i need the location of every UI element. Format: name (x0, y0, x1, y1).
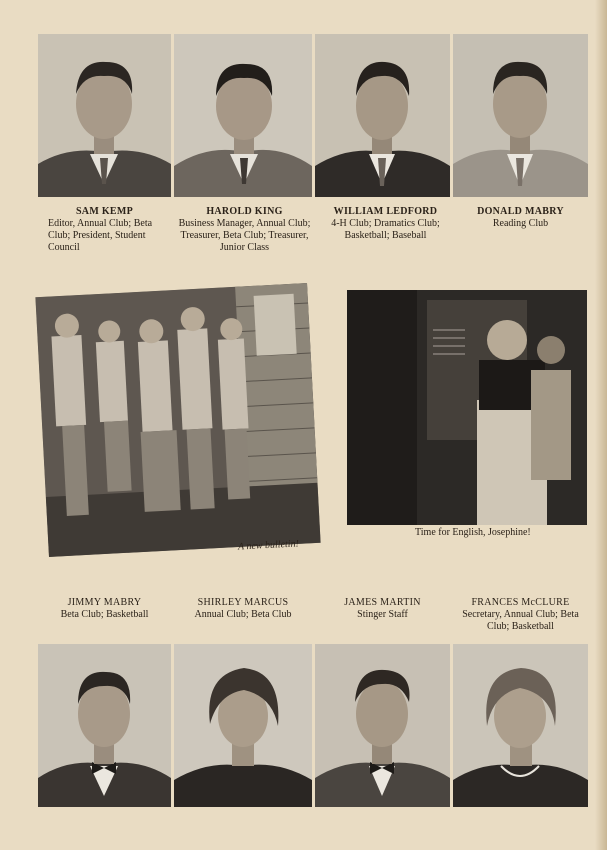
portrait-image (38, 34, 171, 197)
student-activities: Editor, Annual Club; Beta Club; President, Student Council (48, 218, 153, 253)
caption-shirley-marcus (174, 597, 312, 621)
student-name: DONALD MABRY (477, 206, 564, 217)
student-activities: Beta Club; Basketball (60, 609, 149, 620)
candid-caption-english: Time for English, Josephine! (415, 527, 531, 538)
candid-photo-english (347, 290, 587, 525)
portrait-donald-mabry (453, 34, 588, 197)
candid-caption-bulletin: A new bulletin! (237, 538, 300, 553)
candid-photo-bulletin (35, 283, 320, 557)
caption-sam-kemp (38, 206, 171, 254)
portrait-image (453, 644, 588, 807)
portrait-image (315, 644, 450, 807)
student-name: FRANCES McCLURE (471, 597, 570, 608)
portrait-william-ledford (315, 34, 450, 197)
student-activities: Stinger Staff (357, 609, 408, 620)
student-name: SAM KEMP (75, 206, 134, 217)
caption-donald-mabry (453, 206, 588, 230)
student-name: HAROLD KING (206, 206, 283, 217)
portrait-james-martin (315, 644, 450, 807)
portrait-frances-mcclure (453, 644, 588, 807)
student-activities: Annual Club; Beta Club (194, 609, 292, 620)
portrait-image (453, 34, 588, 197)
caption-harold-king (172, 206, 317, 254)
page-edge (595, 0, 607, 850)
portrait-jimmy-mabry (38, 644, 171, 807)
portrait-image (315, 34, 450, 197)
portrait-shirley-marcus (174, 644, 312, 807)
portrait-image (38, 644, 171, 807)
portrait-image (174, 34, 312, 197)
student-name: JIMMY MABRY (67, 597, 142, 608)
portrait-harold-king (174, 34, 312, 197)
student-activities: Secretary, Annual Club; Beta Club; Basketball (462, 609, 579, 632)
student-activities: 4-H Club; Dramatics Club; Basketball; Baseball (331, 218, 440, 241)
portrait-sam-kemp (38, 34, 171, 197)
caption-william-ledford (318, 206, 453, 242)
student-activities: Reading Club (492, 218, 549, 229)
student-name: JAMES MARTIN (344, 597, 421, 608)
student-name: WILLIAM LEDFORD (333, 206, 438, 217)
caption-james-martin (315, 597, 450, 621)
student-activities: Business Manager, Annual Club; Treasurer, Beta Club; Treasurer, Junior Class (178, 218, 311, 253)
candid-image (35, 283, 320, 557)
portrait-image (174, 644, 312, 807)
student-name: SHIRLEY MARCUS (197, 597, 289, 608)
candid-image (347, 290, 587, 525)
caption-frances-mcclure (453, 597, 588, 633)
caption-jimmy-mabry (38, 597, 171, 621)
